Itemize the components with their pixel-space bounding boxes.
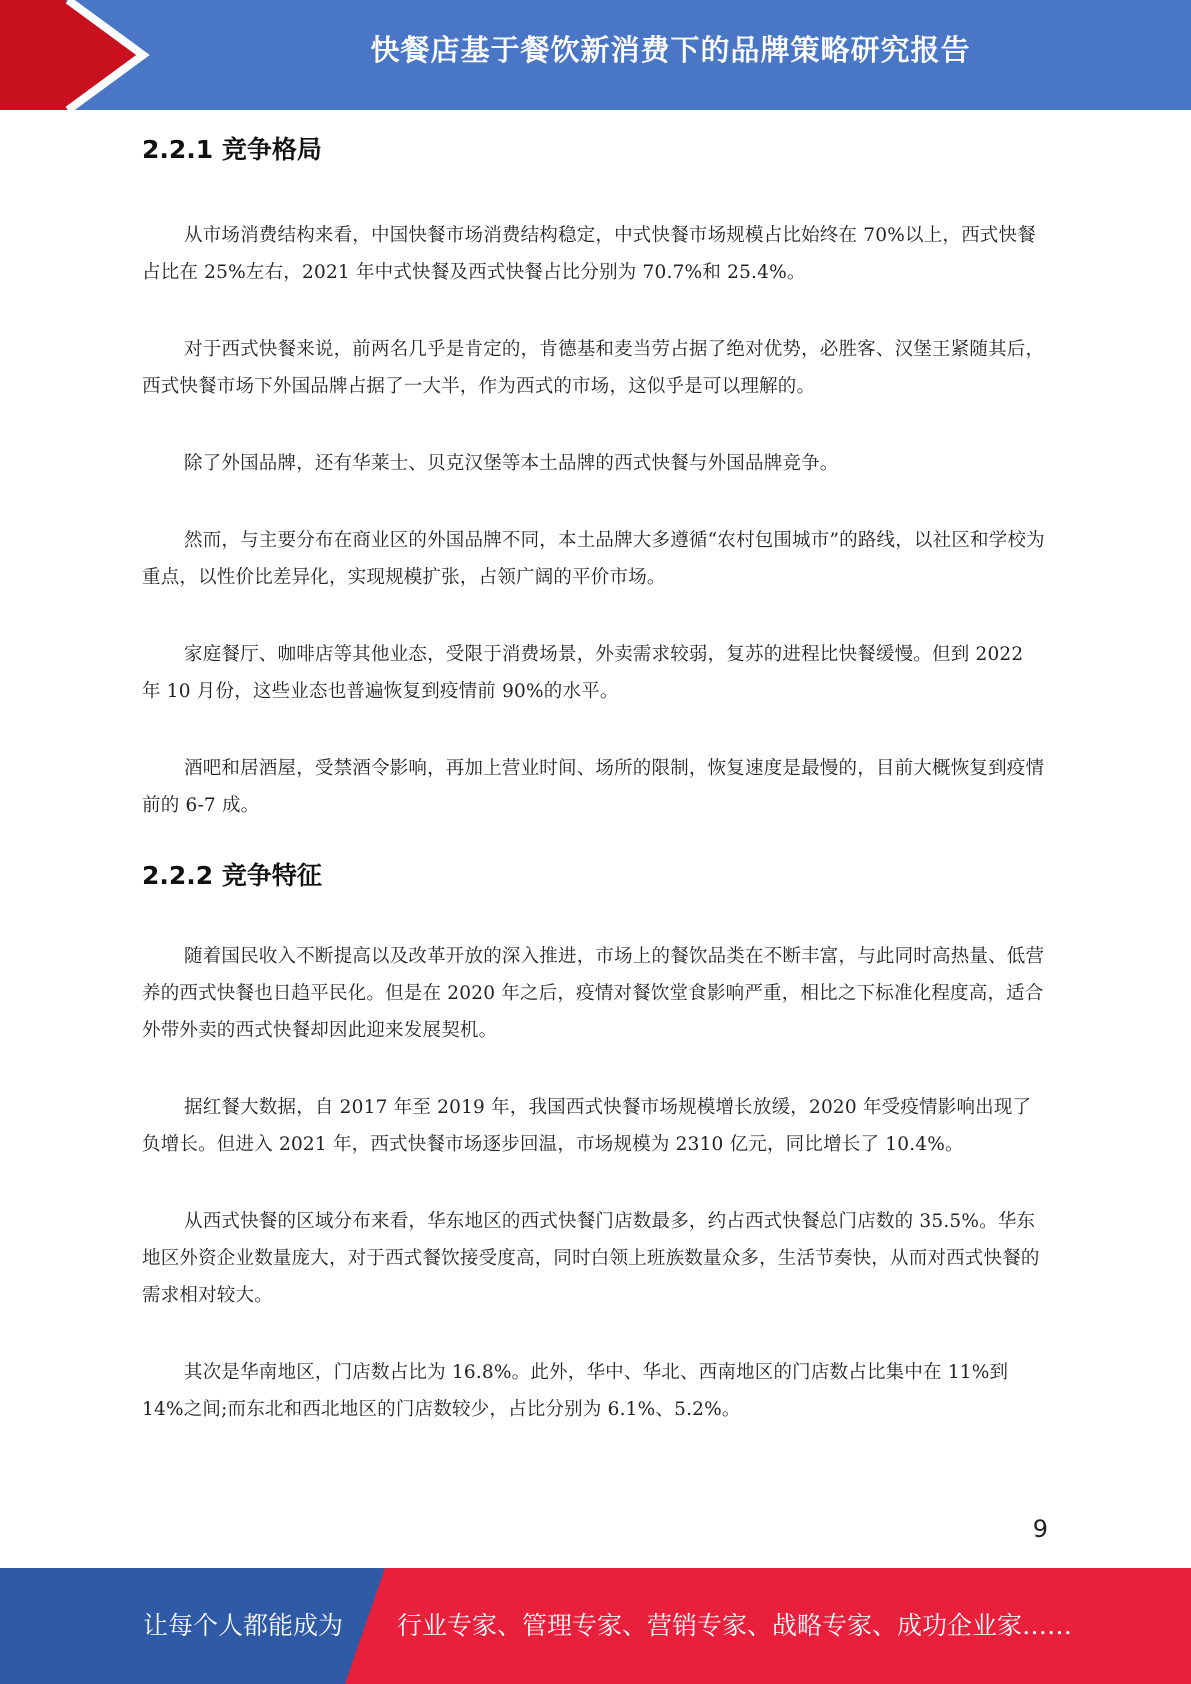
footer-banner (0, 1568, 1191, 1684)
page-content (142, 128, 1047, 1428)
paragraph: 随着国民收入不断提高以及改革开放的深入推进，市场上的餐饮品类在不断丰富，与此同时高热量、低营养的西式快餐也日趋平民化。但是在 2020 年之后，疫情对餐饮堂食影响严重，相比之下标准化程度高，适合外带外卖的西式快餐却因此迎来发展契机。 (142, 946, 1045, 1041)
red-chevron-decoration (0, 0, 160, 110)
paragraph: 从西式快餐的区域分布来看，华东地区的西式快餐门店数最多，约占西式快餐总门店数的 35.5%。华东地区外资企业数量庞大，对于西式餐饮接受度高，同时白领上班族数量众多，生活节奏快，从而对西式快餐的需求相对较大。 (142, 1211, 1040, 1306)
header-banner (0, 0, 1191, 110)
paragraph: 对于西式快餐来说，前两名几乎是肯定的，肯德基和麦当劳占据了绝对优势，必胜客、汉堡王紧随其后，西式快餐市场下外国品牌占据了一大半，作为西式的市场，这似乎是可以理解的。 (142, 339, 1045, 397)
paragraph: 然而，与主要分布在商业区的外国品牌不同，本土品牌大多遵循“农村包围城市”的路线，以社区和学校为重点，以性价比差异化，实现规模扩张，占领广阔的平价市场。 (142, 530, 1045, 588)
section-heading-competitive-landscape: 2.2.1 竞争格局 (142, 135, 322, 164)
paragraph: 除了外国品牌，还有华莱士、贝克汉堡等本土品牌的西式快餐与外国品牌竞争。 (184, 453, 839, 474)
footer-slogan: 让每个人都能成为 (143, 1611, 344, 1640)
paragraph: 据红餐大数据，自 2017 年至 2019 年，我国西式快餐市场规模增长放缓，2020 年受疫情影响出现了负增长。但进入 2021 年，西式快餐市场逐步回温，市场规模为 2310 亿元，同比增长了 10.4%。 (142, 1097, 1032, 1155)
page-number: 9 (1032, 1515, 1048, 1543)
footer-roles: 行业专家、管理专家、营销专家、战略专家、成功企业家…… (397, 1611, 1073, 1640)
section-heading-competitive-features: 2.2.2 竞争特征 (142, 861, 322, 890)
paragraph: 其次是华南地区，门店数占比为 16.8%。此外，华中、华北、西南地区的门店数占比集中在 11%到 14%之间;而东北和西北地区的门店数较少，占比分别为 6.1%、5.2%。 (142, 1362, 1009, 1420)
report-title: 快餐店基于餐饮新消费下的品牌策略研究报告 (370, 33, 971, 67)
paragraph: 家庭餐厅、咖啡店等其他业态，受限于消费场景，外卖需求较弱，复苏的进程比快餐缓慢。但到 2022 年 10 月份，这些业态也普遍恢复到疫情前 90%的水平。 (142, 644, 1024, 702)
paragraph: 酒吧和居酒屋，受禁酒令影响，再加上营业时间、场所的限制，恢复速度是最慢的，目前大概恢复到疫情前的 6-7 成。 (142, 758, 1045, 816)
paragraph: 从市场消费结构来看，中国快餐市场消费结构稳定，中式快餐市场规模占比始终在 70%以上，西式快餐占比在 25%左右，2021 年中式快餐及西式快餐占比分别为 70.7%和 25.4%。 (142, 225, 1036, 283)
